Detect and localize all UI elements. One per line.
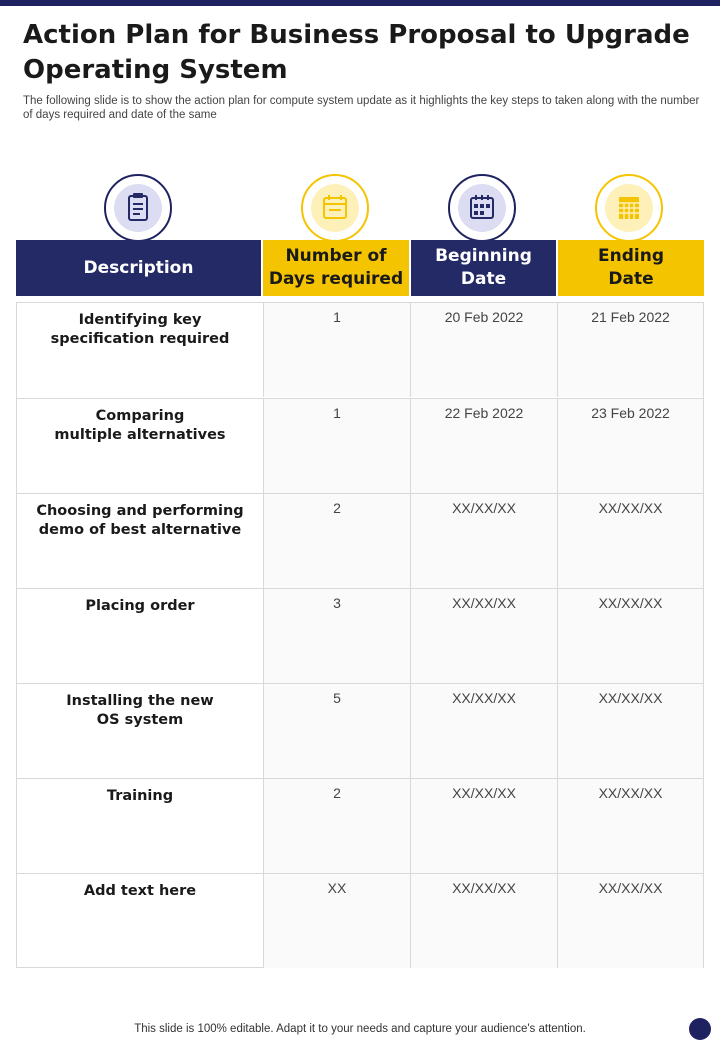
- row-begin-date: 20 Feb 2022: [410, 303, 557, 397]
- table-row: [17, 683, 703, 778]
- corner-dot-decoration: [689, 1018, 711, 1040]
- header-days-required: Number of Days required: [263, 240, 409, 296]
- row-description: Training: [106, 788, 174, 804]
- row-description: Installing the new OS system: [66, 693, 214, 728]
- page-subtitle: The following slide is to show the action plan for compute system update as it highlights the key steps to taken along with the number of days required and date of the same: [23, 95, 700, 121]
- row-begin-date: XX/XX/XX: [410, 779, 557, 873]
- row-end-date: XX/XX/XX: [557, 589, 703, 683]
- row-description: Placing order: [85, 598, 195, 614]
- table-row: [17, 398, 703, 493]
- row-end-date: 21 Feb 2022: [557, 303, 703, 397]
- row-begin-date: XX/XX/XX: [410, 589, 557, 683]
- row-days: 1: [263, 399, 410, 493]
- row-days: XX: [263, 874, 410, 968]
- top-accent-bar: [0, 0, 720, 6]
- calendar-grid-icon: [448, 174, 520, 246]
- row-begin-date: XX/XX/XX: [410, 494, 557, 588]
- header-beginning-date: Beginning Date: [411, 240, 556, 296]
- row-end-date: XX/XX/XX: [557, 779, 703, 873]
- table-row: [17, 873, 703, 968]
- calendar-grid-icon: [595, 174, 667, 246]
- calendar-icon: [301, 174, 373, 246]
- row-begin-date: XX/XX/XX: [410, 684, 557, 778]
- row-end-date: 23 Feb 2022: [557, 399, 703, 493]
- header-description: Description: [16, 240, 261, 296]
- row-begin-date: 22 Feb 2022: [410, 399, 557, 493]
- table-row: [17, 493, 703, 588]
- table-row: [17, 778, 703, 873]
- row-days: 2: [263, 494, 410, 588]
- row-end-date: XX/XX/XX: [557, 874, 703, 968]
- row-end-date: XX/XX/XX: [557, 684, 703, 778]
- page-title: Action Plan for Business Proposal to Upgrade Operating System: [23, 20, 690, 85]
- row-days: 5: [263, 684, 410, 778]
- row-description: Identifying key specification required: [50, 312, 230, 347]
- row-days: 3: [263, 589, 410, 683]
- row-description: Choosing and performing demo of best alternative: [36, 503, 244, 538]
- table-row: [17, 303, 703, 398]
- table-row: [17, 588, 703, 683]
- row-begin-date: XX/XX/XX: [410, 874, 557, 968]
- row-days: 1: [263, 303, 410, 397]
- row-days: 2: [263, 779, 410, 873]
- row-description: Comparing multiple alternatives: [54, 408, 226, 443]
- row-description: Add text here: [83, 883, 197, 899]
- clipboard-icon: [104, 174, 176, 246]
- footer-note: This slide is 100% editable. Adapt it to your needs and capture your audience's attention.: [134, 1023, 586, 1035]
- header-ending-date: Ending Date: [558, 240, 704, 296]
- row-end-date: XX/XX/XX: [557, 494, 703, 588]
- table-body: [16, 302, 704, 968]
